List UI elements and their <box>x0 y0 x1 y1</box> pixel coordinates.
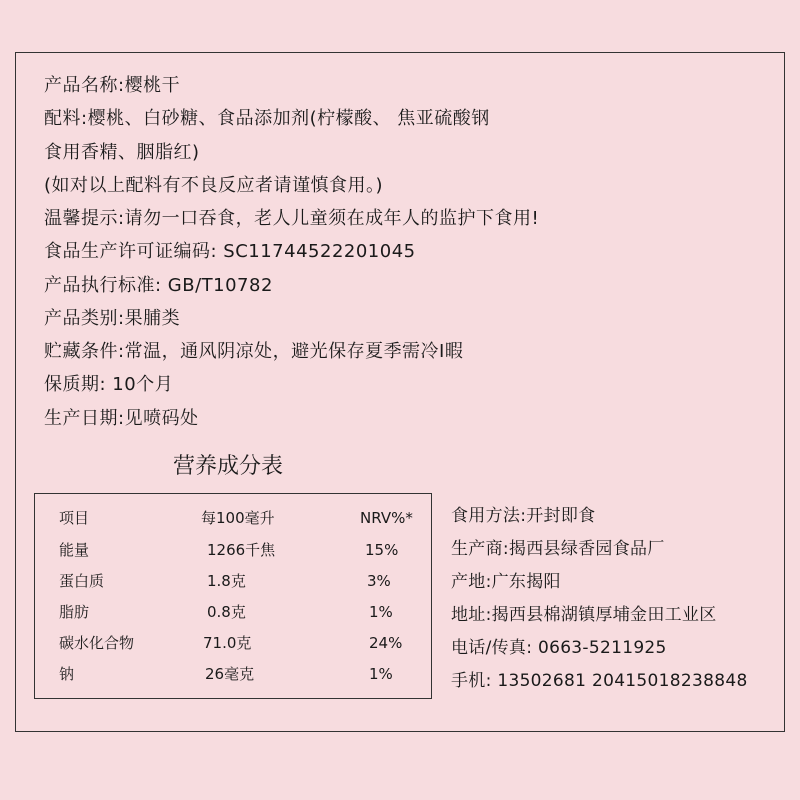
allergy-notice-line: (如对以上配料有不良反应者请谨慎食用。) <box>44 175 384 196</box>
manufacturer-line: 生产商:揭西县绿香园食品厂 <box>451 539 665 559</box>
license-code-line: 食品生产许可证编码: SC11744522201045 <box>44 241 416 262</box>
production-date-line: 生产日期:见喷码处 <box>44 408 199 429</box>
row-nrv-protein: 3% <box>367 572 391 590</box>
storage-line: 贮藏条件:常温，通风阴凉处，避光保存夏季需冷I暇 <box>44 341 464 362</box>
origin-line: 产地:广东揭阳 <box>451 572 561 592</box>
nutrition-table <box>34 493 432 699</box>
standard-line: 产品执行标准: GB/T10782 <box>44 275 273 296</box>
product-name-line: 产品名称:樱桃干 <box>44 75 181 96</box>
header-item: 项目 <box>59 509 90 527</box>
row-name-protein: 蛋白质 <box>59 572 105 590</box>
row-value-carbohydrate: 71.0克 <box>203 634 252 652</box>
phone-fax-line: 电话/传真: 0663-5211925 <box>451 638 667 658</box>
row-value-sodium: 26毫克 <box>205 665 255 683</box>
category-line: 产品类别:果脯类 <box>44 308 181 329</box>
shelf-life-line: 保质期: 10个月 <box>44 374 174 395</box>
row-value-energy: 1266千焦 <box>207 541 276 559</box>
warning-line: 温馨提示:请勿一口吞食，老人儿童须在成年人的监护下食用! <box>44 208 540 229</box>
header-nrv: NRV%* <box>360 509 413 527</box>
row-nrv-carbohydrate: 24% <box>369 634 403 652</box>
row-nrv-sodium: 1% <box>369 665 393 683</box>
row-name-fat: 脂肪 <box>59 603 90 621</box>
row-value-fat: 0.8克 <box>207 603 246 621</box>
ingredients-line: 配料:樱桃、白砂糖、食品添加剂(柠檬酸、 焦亚硫酸钢 <box>44 108 490 129</box>
row-name-sodium: 钠 <box>59 665 75 683</box>
address-line: 地址:揭西县棉湖镇厚埔金田工业区 <box>451 605 717 625</box>
row-value-protein: 1.8克 <box>207 572 246 590</box>
ingredients-line-continued: 食用香精、胭脂红) <box>44 142 200 163</box>
header-per-100: 每100毫升 <box>201 509 275 527</box>
mobile-line: 手机: 13502681 20415018238848 <box>451 671 748 691</box>
row-nrv-fat: 1% <box>369 603 393 621</box>
row-name-carbohydrate: 碳水化合物 <box>59 634 135 652</box>
usage-line: 食用方法:开封即食 <box>451 506 596 526</box>
row-nrv-energy: 15% <box>365 541 399 559</box>
row-name-energy: 能量 <box>59 541 90 559</box>
nutrition-table-title: 营养成分表 <box>173 454 284 479</box>
